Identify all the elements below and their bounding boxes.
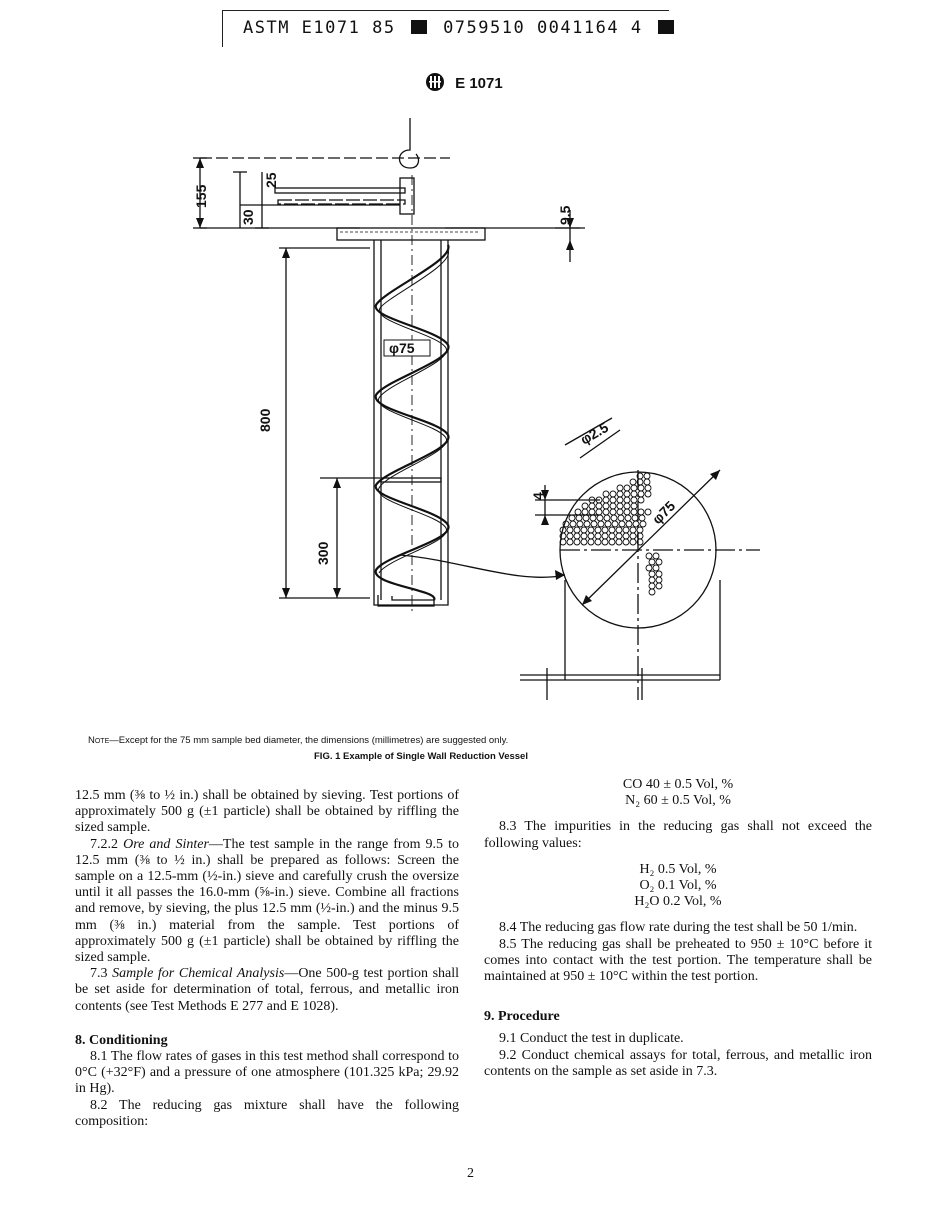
- dim-25-label: 25: [263, 172, 279, 188]
- hook-shape: [400, 118, 419, 168]
- impurity-h2: H₂ 0.5 Vol, %: [639, 861, 717, 877]
- paragraph-7-3: [75, 966, 459, 1015]
- dim-phi75-tube-label: φ75: [389, 340, 415, 356]
- gas-co: CO 40 ± 0.5 Vol, %: [622, 777, 734, 792]
- impurity-o2: O₂ 0.1 Vol, %: [639, 878, 717, 894]
- dim-300-label: 300: [315, 541, 331, 565]
- dim-30-label: 30: [240, 209, 256, 225]
- left-column: [75, 788, 459, 1130]
- note-label: Note: [88, 735, 110, 746]
- paragraph-8-3: 8.3 The impurities in the reducing gas shall not exceed the following values:: [484, 819, 872, 851]
- section-number: 7.3: [90, 966, 113, 982]
- gas-n2: N₂ 60 ± 0.5 Vol, %: [625, 793, 731, 809]
- paragraph-8-4: 8.4 The reducing gas flow rate during the test shall be 50 1/min.: [499, 920, 858, 936]
- paragraph-8-5: 8.5 The reducing gas shall be preheated to 950 ± 10°C before it comes into contact with the test portion. The temperature shall be maintained at 950 ± 10°C within the test portion.: [484, 936, 872, 985]
- section-title: Ore and Sinter: [123, 836, 209, 852]
- dim-155-label: 155: [193, 184, 209, 208]
- section-text: —One 500-g test portion shall be set aside for determination of total, ferrous, and metallic iron contents (see Test Methods E 277 and E 1028).: [75, 966, 460, 1014]
- paragraph-9-2: 9.2 Conduct chemical assays for total, ferrous, and metallic iron contents on the sample as set aside in 7.3.: [484, 1047, 872, 1079]
- impurity-h2o: H₂O 0.2 Vol, %: [634, 894, 722, 910]
- right-column: [484, 777, 872, 1080]
- dim-800-label: 800: [257, 408, 273, 432]
- note-text: —Except for the 75 mm sample bed diameter, the dimensions (millimetres) are suggested only.: [109, 735, 509, 746]
- dim-4-label: 4: [530, 492, 546, 500]
- heading-procedure: 9. Procedure: [484, 1009, 560, 1025]
- paragraph-8-1: 8.1 The flow rates of gases in this test method shall correspond to 0°C (+32°F) and a pressure of one atmosphere (101.325 kPa; 29.92 in Hg).: [75, 1049, 459, 1097]
- section-title: Sample for Chemical Analysis: [112, 966, 285, 982]
- figure-note: [88, 735, 508, 746]
- section-number: 7.2.2: [90, 836, 124, 852]
- header-code: 0759510 0041164 4: [443, 18, 643, 38]
- paragraph-8-2: 8.2 The reducing gas mixture shall have the following composition:: [75, 1097, 459, 1129]
- section-text: —The test sample in the range from 9.5 to 12.5 mm (⅜ to ½ in.) shall be prepared as follows: Screen the sample on a 12.5-mm (½-in.) sieve and carefully crush the oversize until it all passes the 16.0-mm (⅝-in.) sieve. Combine all fractions and remove, by sieving, the plus 12.5 mm (½-in.) and the minus 9.5 mm (⅜ in.) material from the sample. Test portions of approximately 500 g (±1 particle) shall be obtained by riffling the sized sample.: [75, 836, 459, 966]
- paragraph-7-2-2: [75, 837, 459, 967]
- paragraph-9-1: 9.1 Conduct the test in duplicate.: [499, 1031, 684, 1047]
- heading-conditioning: 8. Conditioning: [75, 1032, 168, 1048]
- designation-text: E 1071: [455, 75, 503, 92]
- dim-phi2-5-label: φ2.5: [577, 418, 612, 448]
- dim-phi75-disc-label: φ75: [648, 497, 679, 528]
- header-designation: ASTM E1071 85: [243, 18, 396, 38]
- paragraph-7-2-1-cont: 12.5 mm (⅜ to ½ in.) shall be obtained by sieving. Test portions of approximately 500 g (±1 particle) shall be obtained by riffling the sized sample.: [75, 788, 459, 836]
- dim-9-5-label: 9.5: [557, 205, 573, 225]
- figure-caption: FIG. 1 Example of Single Wall Reduction Vessel: [314, 751, 528, 762]
- page-number: 2: [467, 1166, 474, 1181]
